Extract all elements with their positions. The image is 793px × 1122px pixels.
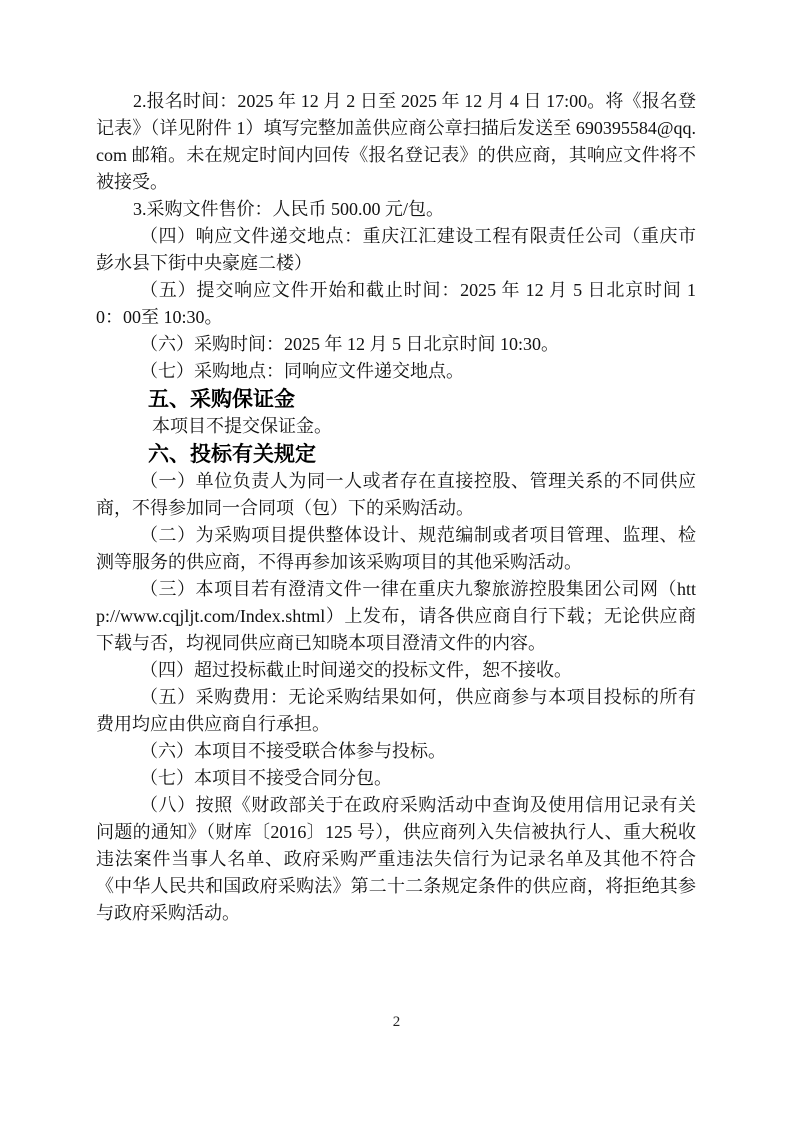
para-signup-time: 2.报名时间：2025 年 12 月 2 日至 2025 年 12 月 4 日 17:00。将《报名登记表》（详见附件 1）填写完整加盖供应商公章扫描后发送至 690395584@qq.com 邮箱。未在规定时间内回传《报名登记表》的供应商，其响应文件将不被接受。: [96, 91, 696, 192]
para-document-price: 3.采购文件售价：人民币 500.00 元/包。: [133, 199, 444, 219]
para-submission-window: （五）提交响应文件开始和截止时间：2025 年 12 月 5 日北京时间 10：00至 10:30。: [96, 280, 696, 327]
para-rule-4: （四）超过投标截止时间递交的投标文件，恕不接收。: [140, 660, 572, 680]
heading-deposit-section: 五、采购保证金: [148, 387, 295, 411]
page-number: 2: [392, 1014, 401, 1030]
para-rule-1: （一）单位负责人为同一人或者存在直接控股、管理关系的不同供应商，不得参加同一合同项（包）下的采购活动。: [96, 471, 696, 518]
para-rule-2: （二）为采购项目提供整体设计、规范编制或者项目管理、监理、检测等服务的供应商，不得再参加该采购项目的其他采购活动。: [96, 525, 696, 572]
para-rule-3: （三）本项目若有澄清文件一律在重庆九黎旅游控股集团公司网（http://www.cqjljt.com/Index.shtml）上发布，请各供应商自行下载；无论供应商下载与否，均视同供应商已知晓本项目澄清文件的内容。: [96, 579, 696, 653]
heading-bidding-rules: 六、投标有关规定: [148, 442, 316, 466]
para-procurement-time: （六）采购时间：2025 年 12 月 5 日北京时间 10:30。: [140, 334, 559, 354]
para-procurement-place: （七）采购地点：同响应文件递交地点。: [140, 361, 464, 381]
para-rule-5: （五）采购费用：无论采购结果如何，供应商参与本项目投标的所有费用均应由供应商自行承担。: [96, 687, 696, 734]
para-rule-8: （八）按照《财政部关于在政府采购活动中查询及使用信用记录有关问题的通知》（财库〔2016〕125 号），供应商列入失信被执行人、重大税收违法案件当事人名单、政府采购严重违法失信行为记录名单及其他不符合《中华人民共和国政府采购法》第二十二条规定条件的供应商，将拒绝其参与政府采购活动。: [96, 795, 696, 923]
document-body: [96, 88, 696, 927]
para-rule-6: （六）本项目不接受联合体参与投标。: [140, 741, 446, 761]
para-delivery-location: （四）响应文件递交地点：重庆江汇建设工程有限责任公司（重庆市彭水县下街中央豪庭二楼）: [96, 226, 696, 273]
para-rule-7: （七）本项目不接受合同分包。: [140, 768, 392, 788]
para-no-deposit: 本项目不提交保证金。: [152, 416, 332, 436]
